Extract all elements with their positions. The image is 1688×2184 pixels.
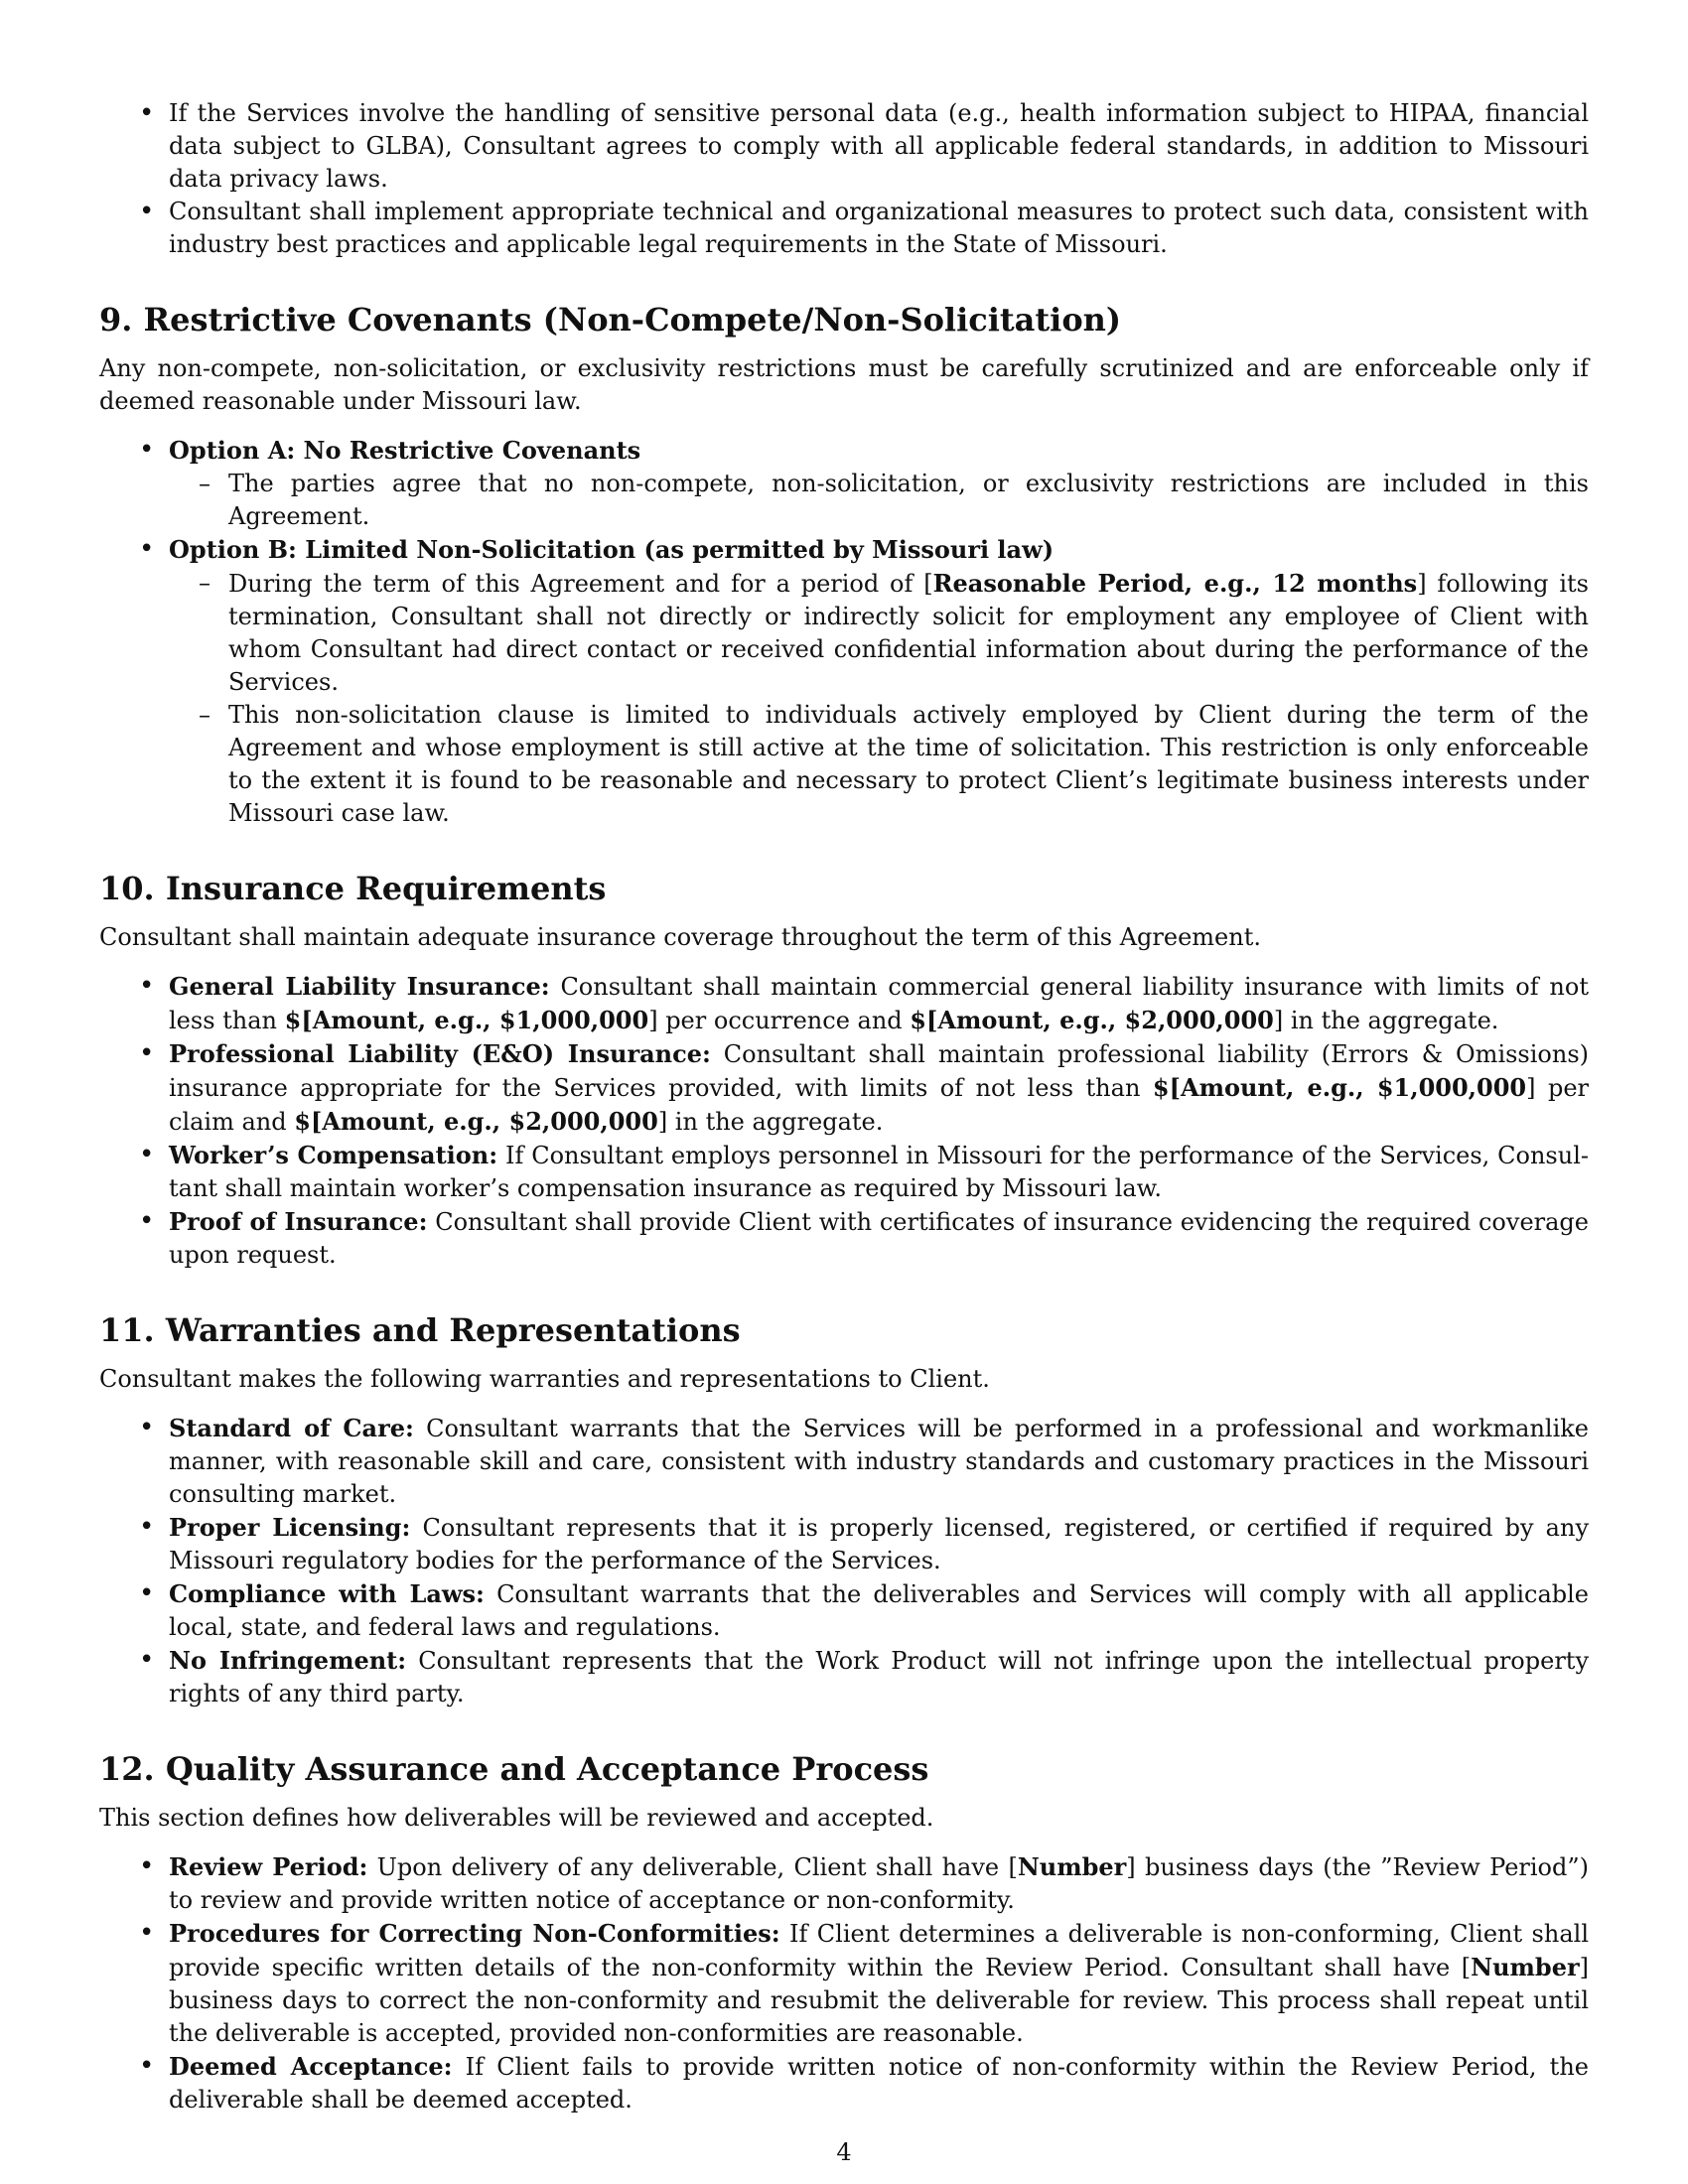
section-11-intro: Consultant makes the following warranties and representations to Client. bbox=[99, 1365, 990, 1393]
section-10-list bbox=[99, 970, 1589, 1272]
item-label: Standard of Care: bbox=[169, 1414, 414, 1442]
section-12-heading: 12. Quality Assurance and Acceptance Process bbox=[99, 1750, 929, 1788]
list-item: – The parties agree that no non-compete, non-solicitation, or exclusivity restrictions are included in this Agreement. bbox=[169, 468, 1589, 533]
placeholder-field: Number bbox=[1471, 1953, 1580, 1981]
section-12-list bbox=[99, 1850, 1589, 2116]
section-11-list bbox=[99, 1412, 1589, 1710]
item-label: Procedures for Correcting Non-Conformities: bbox=[169, 1919, 780, 1948]
section-12-intro: This section defines how deliverables will be reviewed and accepted. bbox=[99, 1804, 934, 1832]
list-item: • Procedures for Correcting Non-Conformities: If Client determines a deliverable is non-conforming, Client shall provide specific written details of the non-conformity within the Review Period. Consultant shall have [Number] business days to correct the non-conformity and resubmit the deliverable for review. This process shall repeat until the deliverable is accepted, provided non-conformities are reasonable. bbox=[99, 1917, 1589, 2050]
list-item: • No Infringement: Consultant represents that the Work Product will not infringe upon the intellectual property rights of any third party. bbox=[99, 1644, 1589, 1710]
item-label: Professional Liability (E&O) Insurance: bbox=[169, 1039, 711, 1068]
list-item: • Deemed Acceptance: If Client fails to provide written notice of non-conformity within the Review Period, the deliverable shall be deemed accepted. bbox=[99, 2050, 1589, 2116]
item-label: Worker’s Compensation: bbox=[169, 1141, 498, 1169]
section-9-heading: 9. Restrictive Covenants (Non-Compete/Non-Solicitation) bbox=[99, 301, 1122, 339]
section-11-heading: 11. Warranties and Representations bbox=[99, 1311, 741, 1349]
list-item: • Worker’s Compensation: If Consultant employs personnel in Missouri for the performance of the Services, Consul-tant shall maintain worker’s compensation insurance as required by Missouri law. bbox=[99, 1139, 1589, 1205]
list-item: • Proper Licensing: Consultant represents that it is properly licensed, registered, or certified if required by any Missouri regulatory bodies for the performance of the Services. bbox=[99, 1511, 1589, 1577]
list-item: • General Liability Insurance: Consultant shall maintain commercial general liability insurance with limits of not less than $[Amount, e.g., $1,000,000] per occurrence and $[Amount, e.g., $2,000,000] in the aggregate. bbox=[99, 970, 1589, 1037]
list-item: • Compliance with Laws: Consultant warrants that the deliverables and Services will comply with all applicable local, state, and federal laws and regulations. bbox=[99, 1577, 1589, 1644]
item-label: General Liability Insurance: bbox=[169, 972, 550, 1001]
list-item: • Proof of Insurance: Consultant shall provide Client with certificates of insurance evidencing the required coverage upon request. bbox=[99, 1205, 1589, 1272]
option-b bbox=[99, 533, 1589, 830]
item-label: Compliance with Laws: bbox=[169, 1579, 485, 1608]
placeholder-field: Number bbox=[1017, 1852, 1127, 1881]
option-a bbox=[99, 434, 1589, 533]
item-label: Proof of Insurance: bbox=[169, 1207, 428, 1236]
list-item: • Review Period: Upon delivery of any deliverable, Client shall have [Number] business days (the ”Review Period”) to review and provide written notice of acceptance or non-conformity. bbox=[99, 1850, 1589, 1917]
list-item: – This non-solicitation clause is limited to individuals actively employed by Client during the term of the Agreement and whose employment is still active at the time of solicitation. This restriction is only enforceable to the extent it is found to be reasonable and necessary to protect Client’s legitimate business interests under Missouri case law. bbox=[169, 699, 1589, 830]
item-label: No Infringement: bbox=[169, 1646, 407, 1675]
placeholder-field: Reasonable Period, e.g., 12 months bbox=[932, 569, 1418, 598]
page-number: 4 bbox=[836, 2138, 852, 2166]
item-label: Review Period: bbox=[169, 1852, 368, 1881]
list-item: • If the Services involve the handling of sensitive personal data (e.g., health information subject to HIPAA, financial data subject to GLBA), Consultant agrees to comply with all applicable federal standards, in addition to Missouri data privacy laws. bbox=[99, 97, 1589, 196]
section-10-heading: 10. Insurance Requirements bbox=[99, 870, 607, 907]
section-10-intro: Consultant shall maintain adequate insurance coverage throughout the term of this Agreement. bbox=[99, 923, 1261, 951]
option-a-label: Option A: No Restrictive Covenants bbox=[169, 436, 641, 465]
option-a-sublist bbox=[169, 468, 1589, 533]
option-b-label: Option B: Limited Non-Solicitation (as permitted by Missouri law) bbox=[169, 535, 1055, 564]
section-9-intro: Any non-compete, non-solicitation, or exclusivity restrictions must be carefully scrutinized and are enforceable only if deemed reasonable under Missouri law. bbox=[99, 354, 1589, 415]
list-item: • Consultant shall implement appropriate technical and organizational measures to protect such data, consistent with industry best practices and applicable legal requirements in the State of Missouri. bbox=[99, 196, 1589, 261]
list-item: • Professional Liability (E&O) Insurance: Consultant shall maintain professional liability (Errors & Omissions) insurance appropriate for the Services provided, with limits of not less than $[Amount, e.g., $1,000,000] per claim and $[Amount, e.g., $2,000,000] in the aggregate. bbox=[99, 1037, 1589, 1139]
list-item: • Standard of Care: Consultant warrants that the Services will be performed in a professional and workmanlike manner, with reasonable skill and care, consistent with industry standards and customary practices in the Missouri consulting market. bbox=[99, 1412, 1589, 1511]
section-9-options bbox=[99, 434, 1589, 830]
item-label: Deemed Acceptance: bbox=[169, 2052, 453, 2081]
item-label: Proper Licensing: bbox=[169, 1513, 411, 1542]
intro-bullet-list bbox=[99, 97, 1589, 261]
list-item: – During the term of this Agreement and for a period of [Reasonable Period, e.g., 12 months] following its termination, Consultant shall not directly or indirectly solicit for employment any employee of Client with whom Consultant had direct contact or received confidential information about during the performance of the Services. bbox=[169, 567, 1589, 699]
option-b-sublist bbox=[169, 567, 1589, 830]
